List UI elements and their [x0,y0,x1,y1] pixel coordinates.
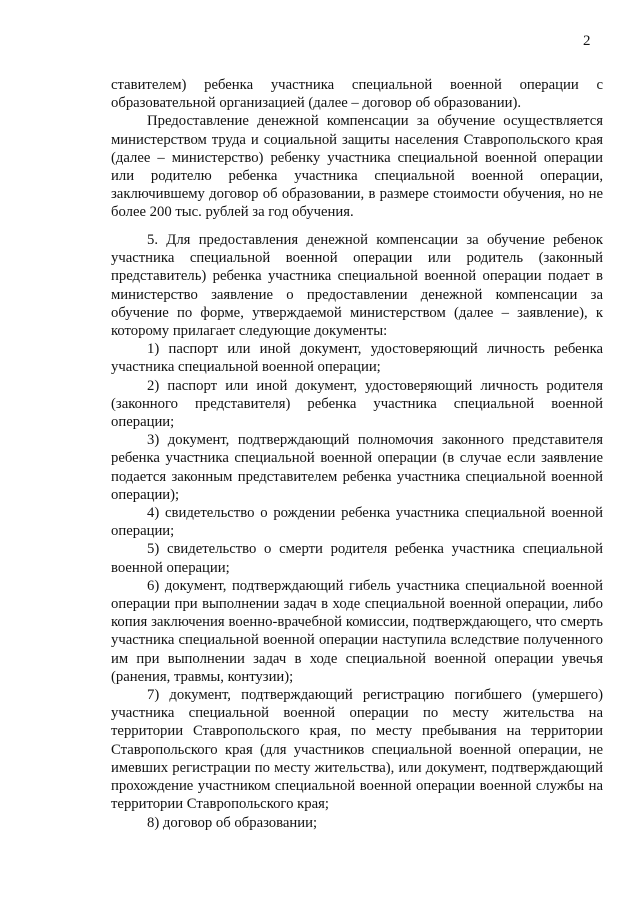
list-item-document-4: 4) свидетельство о рождении ребенка участника специальной военной операции; [111,505,603,540]
text-section-required-documents [111,231,603,832]
list-item-document-3: 3) документ, подтверждающий полномочия законного представителя ребенка участника специальной военной операции (в случае если заявление подается законным представителем ребенка участника специальной военной операции); [111,432,603,503]
paragraph-compensation-provision: Предоставление денежной компенсации за обучение осуществляется министерством труда и социальной защиты населения Ставропольского края (далее – министерство) ребенку участника специальной военной операции или родителю ребенка участника специальной военной операции, заключившему договор об образовании, в размере стоимости обучения, но не более 200 тыс. рублей за год обучения. [111,113,603,221]
list-item-document-7: 7) документ, подтверждающий регистрацию погибшего (умершего) участника специальной военной операции по месту жительства на территории Ставропольского края, по месту пребывания на территории Ставропольского края (для участников специальной военной операции, не имевших регистрации по месту жительства), или документ, подтверждающий прохождение участником специальной военной операции военной службы на территории Ставропольского края; [111,687,603,813]
list-item-document-6: 6) документ, подтверждающий гибель участника специальной военной операции при выполнении задач в ходе специальной военной операции, либо копия заключения военно-врачебной комиссии, подтверждающего, что смерть участника специальной военной операции наступила вследствие полученного им при выполнении задач в ходе специальной военной операции увечья (ранения, травмы, контузии); [111,577,603,685]
paragraph-item-5: 5. Для предоставления денежной компенсации за обучение ребенок участника специальной военной операции или родитель (законный представитель) ребенка участника специальной военной операции подает в министерство заявление о предоставлении денежной компенсации за обучение по форме, утверждаемой министерством (далее – заявление), к которому прилагает следующие документы: [111,232,603,340]
list-item-document-1: 1) паспорт или иной документ, удостоверяющий личность ребенка участника специальной военной операции; [111,341,603,376]
page-number: 2 [583,33,591,49]
list-item-document-5: 5) свидетельство о смерти родителя ребенка участника специальной военной операции; [111,541,603,576]
text-section-compensation-intro [111,76,603,222]
list-item-document-2: 2) паспорт или иной документ, удостоверяющий личность родителя (законного представителя) ребенка участника специальной военной операции; [111,377,603,431]
paragraph-continuation: ставителем) ребенка участника специальной военной операции с образовательной организацией (далее – договор об образовании). [111,77,603,112]
list-item-document-8: 8) договор об образовании; [147,814,318,831]
